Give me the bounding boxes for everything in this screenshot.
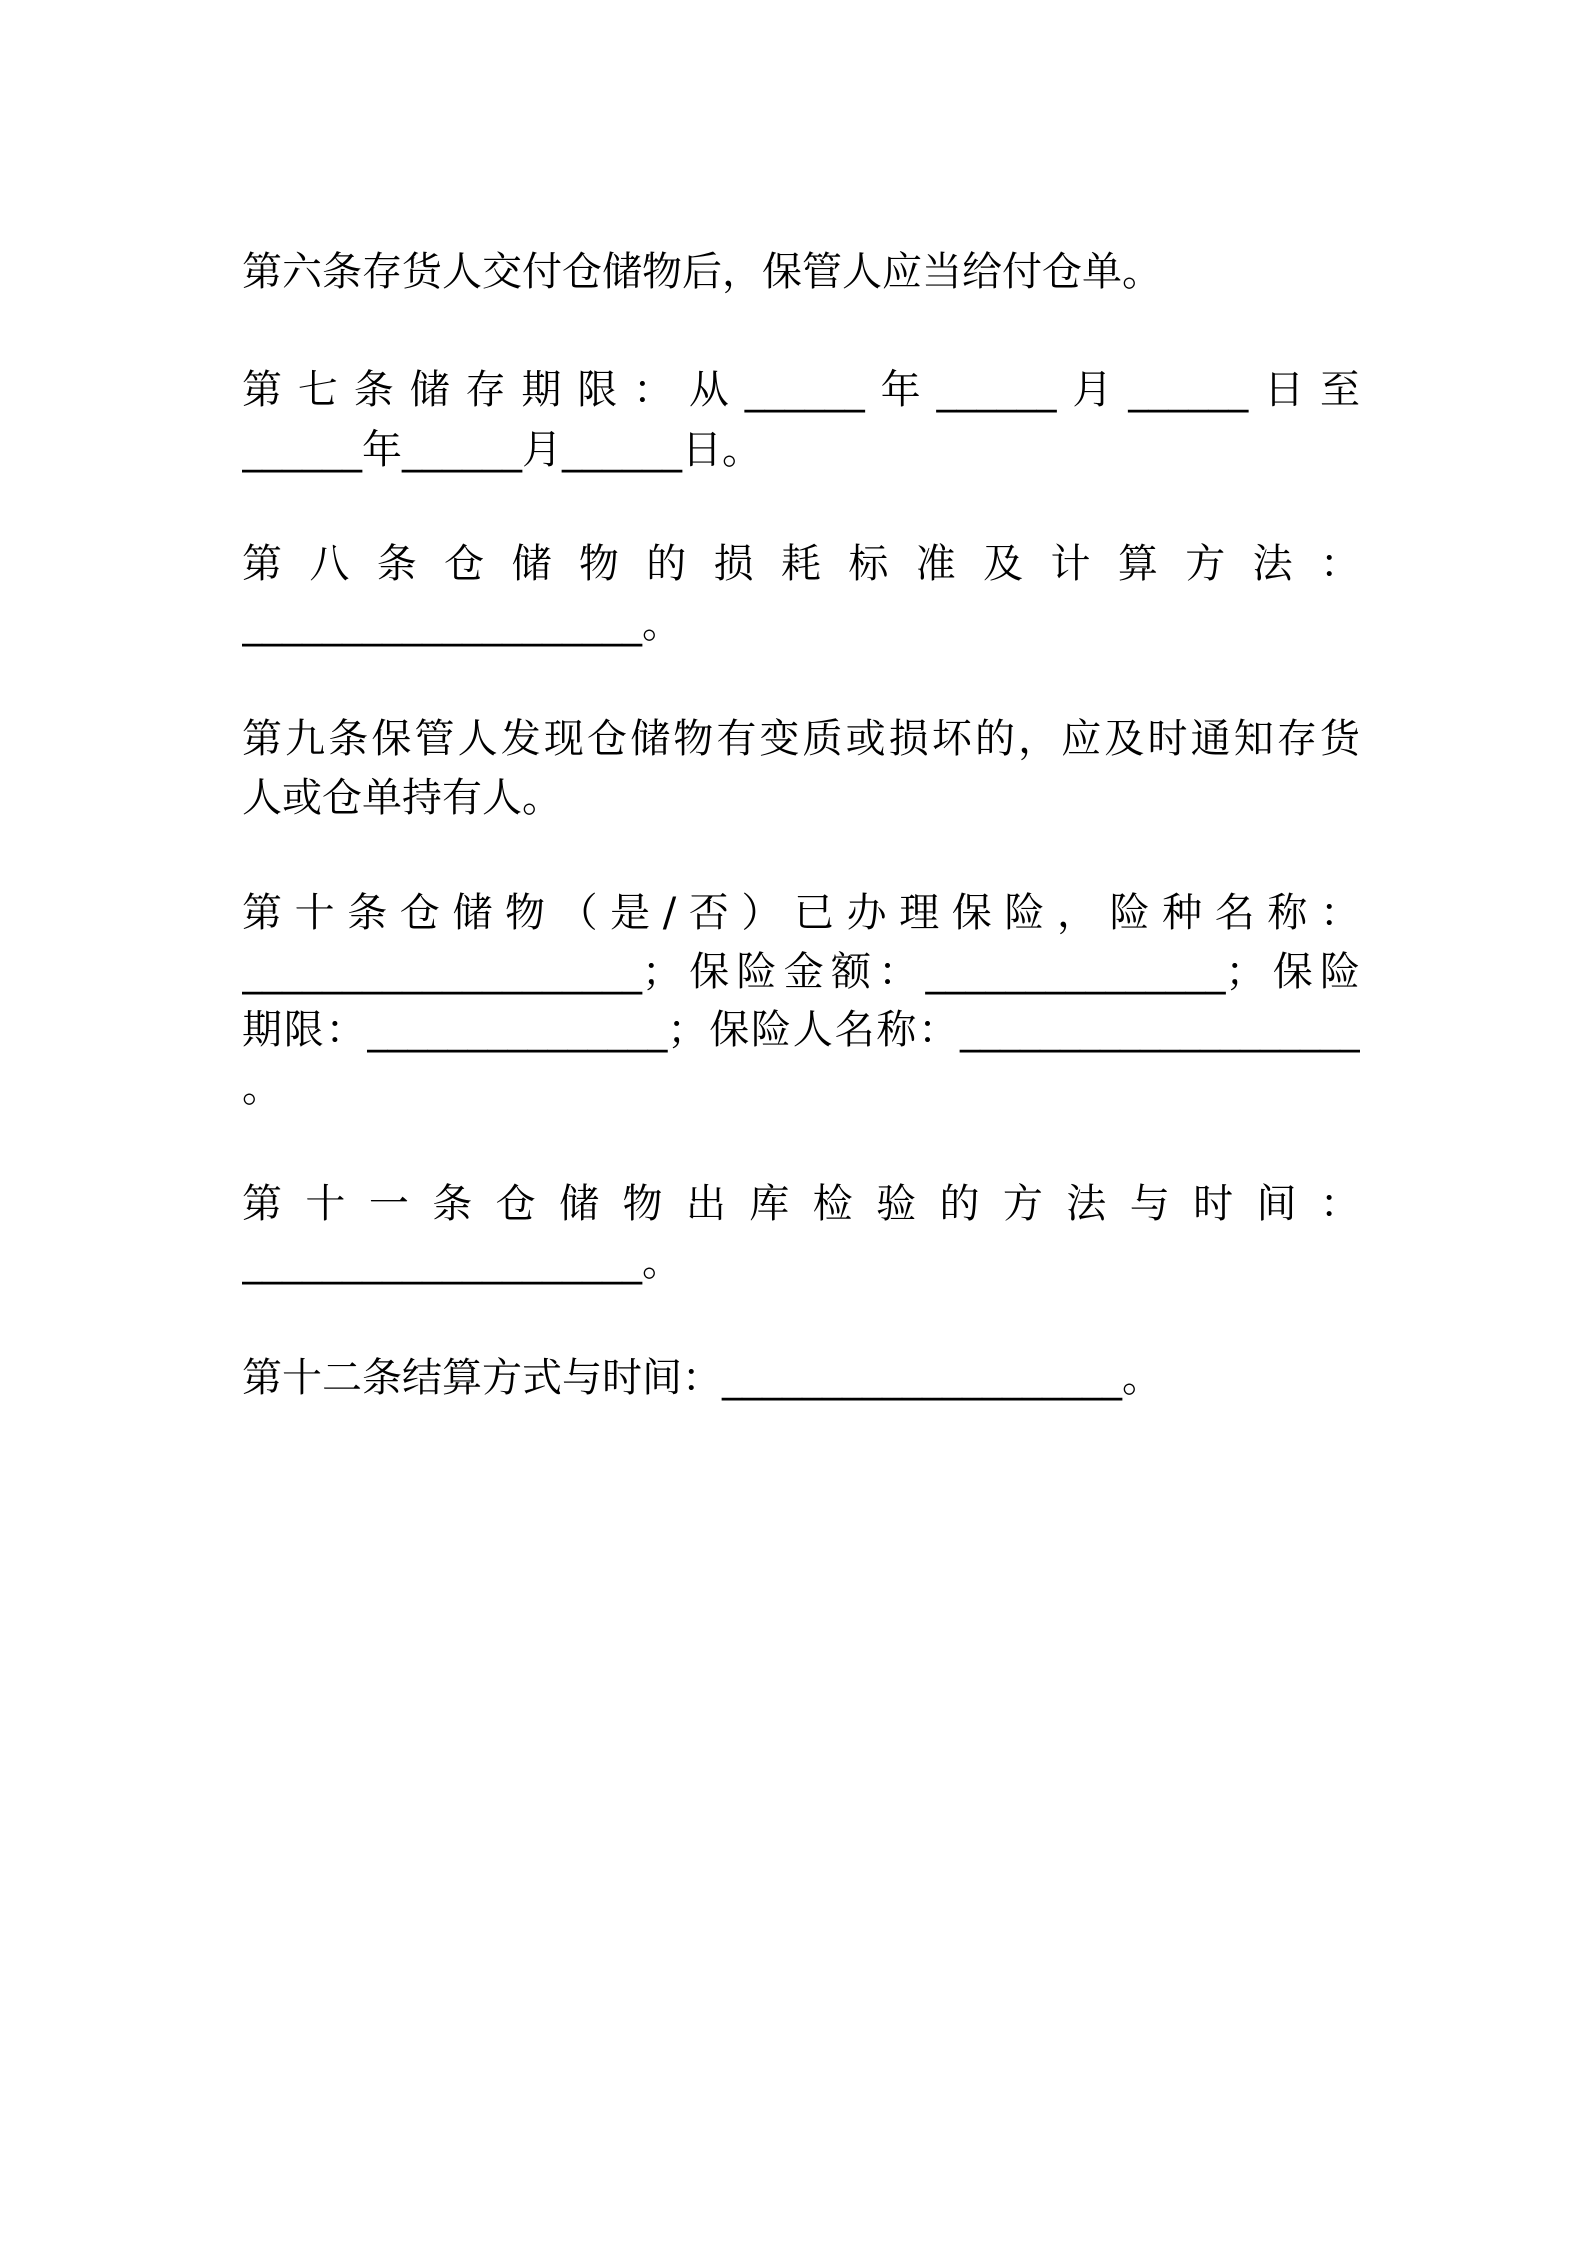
char: 计 — [1050, 541, 1091, 587]
char: 第 — [242, 541, 282, 587]
char: 办 — [846, 890, 887, 936]
char: 库 — [749, 1181, 790, 1227]
char: 间 — [1256, 1181, 1297, 1227]
char: 算 — [1117, 541, 1158, 587]
char: 储 — [559, 1181, 600, 1227]
char: 称 — [1267, 890, 1308, 936]
char: 标 — [848, 541, 889, 587]
char: 条 — [347, 890, 388, 936]
char: 物 — [622, 1181, 663, 1227]
clause-8-line-1 — [242, 532, 1360, 596]
char: ， — [1056, 890, 1097, 936]
clause-9-line-2: 人或仓单持有人。 — [242, 775, 562, 821]
char: 仓 — [399, 890, 440, 936]
char: 条 — [432, 1181, 473, 1227]
char: 已 — [794, 890, 835, 936]
char: 物 — [504, 890, 545, 936]
char: 种 — [1162, 890, 1203, 936]
char: 物 — [578, 541, 619, 587]
char: 的 — [646, 541, 687, 587]
char: 第 — [242, 890, 282, 936]
char: 方 — [1185, 541, 1226, 587]
clause-11-line-2: ____________________。 — [242, 1239, 682, 1285]
char: 条 — [376, 541, 417, 587]
clause-10-line-2: ____________________；保险金额：_______________；保险 — [242, 949, 1360, 995]
char: 仓 — [444, 541, 485, 587]
char: 储 — [452, 890, 493, 936]
char: 与 — [1129, 1181, 1170, 1227]
clause-6-line-1: 第六条存货人交付仓储物后，保管人应当给付仓单。 — [242, 249, 1162, 295]
char: 十 — [305, 1181, 346, 1227]
char: 是 — [610, 890, 651, 936]
clause-7-line-1: 第七条储存期限：从______年______月______日至 — [242, 367, 1360, 413]
char: 耗 — [781, 541, 821, 587]
char: 储 — [511, 541, 552, 587]
clause-12-line-1: 第十二条结算方式与时间：____________________。 — [242, 1355, 1162, 1401]
char: ： — [1319, 890, 1360, 936]
char: 第 — [242, 1181, 282, 1227]
char: 险 — [1109, 890, 1150, 936]
char: 方 — [1002, 1181, 1043, 1227]
char: 名 — [1214, 890, 1255, 936]
char: 法 — [1252, 541, 1293, 587]
char: 损 — [713, 541, 754, 587]
char: 检 — [812, 1181, 853, 1227]
clause-10-line-4: 。 — [242, 1065, 282, 1111]
char: 保 — [951, 890, 992, 936]
char: （ — [557, 890, 598, 936]
char: 出 — [685, 1181, 726, 1227]
char: 八 — [309, 541, 350, 587]
clause-9-line-1: 第九条保管人发现仓储物有变质或损坏的，应及时通知存货 — [242, 716, 1360, 762]
char: 法 — [1066, 1181, 1107, 1227]
char: ： — [1319, 1181, 1360, 1227]
clause-10-line-3: 期限：_______________；保险人名称：____________________ — [242, 1007, 1360, 1053]
char: ） — [741, 890, 782, 936]
char: 验 — [876, 1181, 917, 1227]
char: 否 — [688, 890, 729, 936]
char: 的 — [939, 1181, 980, 1227]
char: 一 — [368, 1181, 409, 1227]
clause-7-line-2: ______年______月______日。 — [242, 427, 762, 473]
char: ： — [1320, 541, 1360, 587]
char: / — [662, 890, 677, 936]
char: 险 — [1004, 890, 1045, 936]
char: 理 — [899, 890, 940, 936]
char: 十 — [294, 890, 335, 936]
clause-8-line-2: ____________________。 — [242, 601, 682, 647]
clause-11-line-1 — [242, 1172, 1360, 1236]
clause-10-line-1 — [242, 881, 1360, 945]
char: 仓 — [495, 1181, 536, 1227]
char: 时 — [1193, 1181, 1234, 1227]
char: 及 — [983, 541, 1024, 587]
char: 准 — [915, 541, 956, 587]
